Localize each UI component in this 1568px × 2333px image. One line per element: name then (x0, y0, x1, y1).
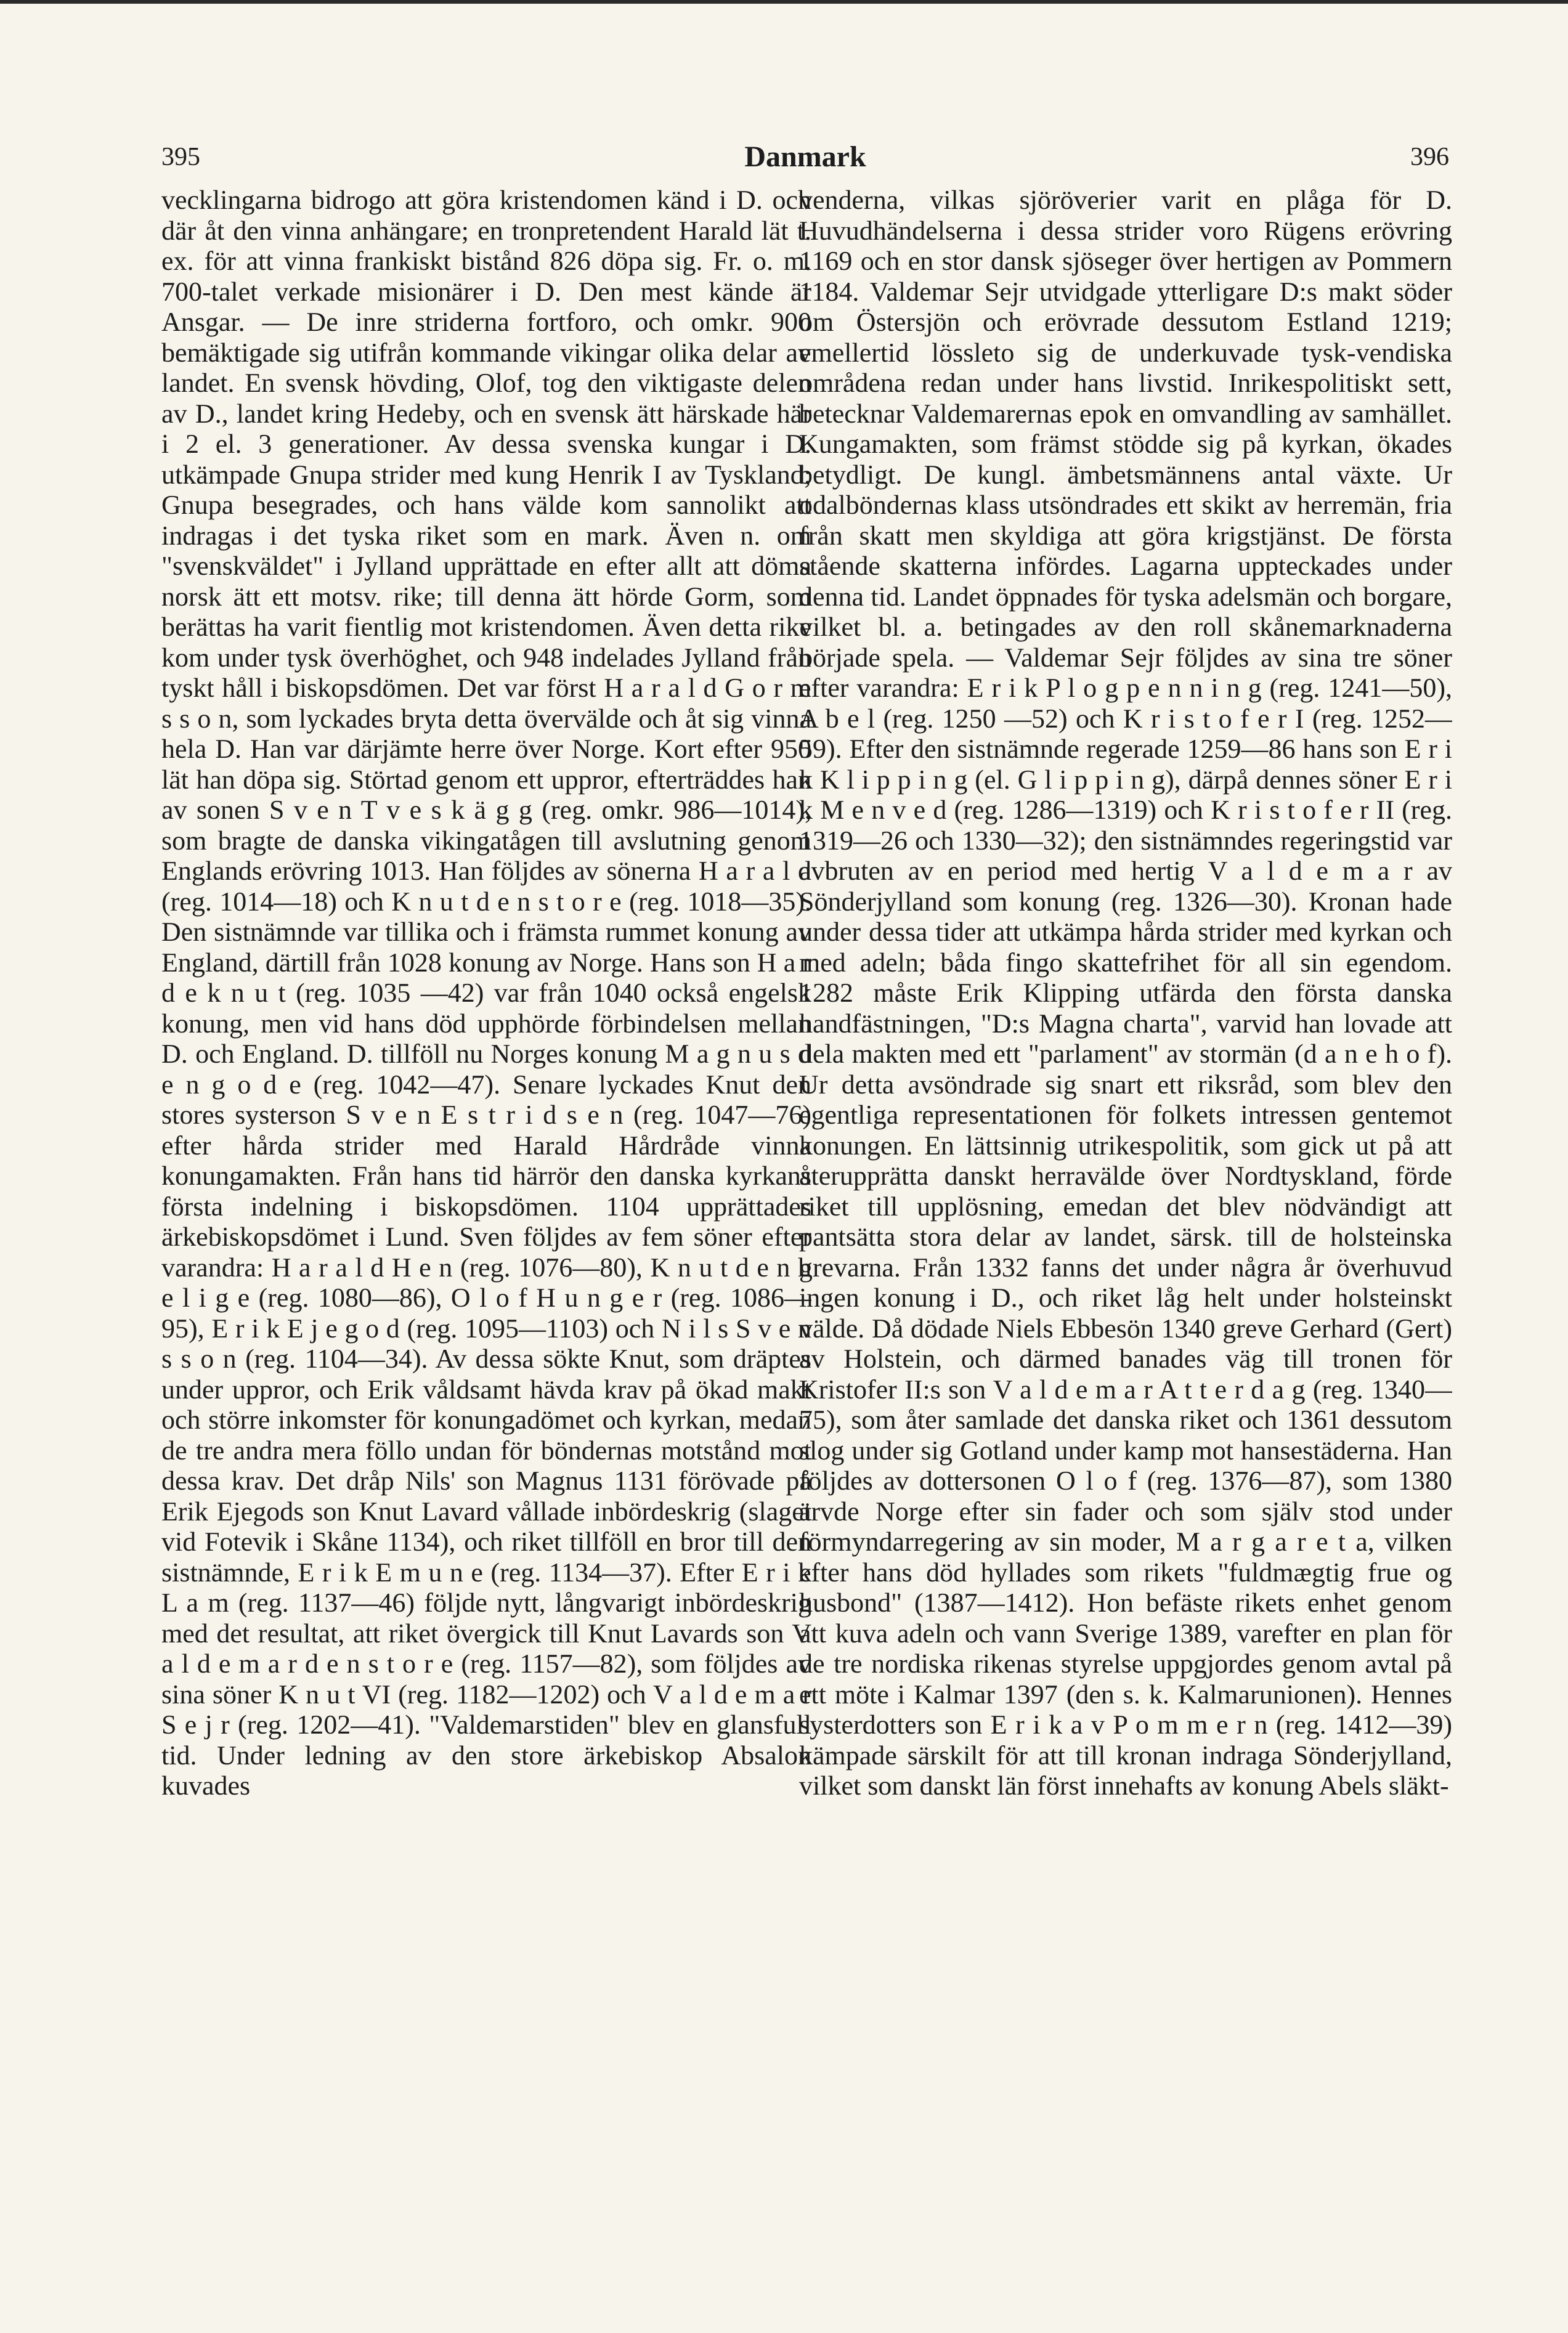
page-top-rule (0, 0, 1568, 4)
page-number-right: 396 (1410, 143, 1449, 171)
text-column-left (161, 185, 811, 2144)
running-title: Danmark (744, 140, 866, 173)
running-header (161, 132, 1449, 182)
text-column-right (799, 185, 1452, 2144)
column-right-text: venderna, vilkas sjöröverier varit en plåga för D. Huvudhändelserna i dessa strider voro Rügens erövring 1169 och en stor dansk sjöseger över hertigen av Pommern 1184. Valdemar Sejr utvidgade ytterligare D:s makt söder om Östersjön och erövrade dessutom Estland 1219; emellertid lössleto sig de underkuvade tysk-vendiska områdena redan under hans livstid. Inrikespolitiskt sett, betecknar Valdemarernas epok en omvandling av samhället. Kungamakten, som främst stödde sig på kyrkan, ökades betydligt. De kungl. ämbetsmännens antal växte. Ur odalböndernas klass utsöndrades ett skikt av herremän, fria från skatt men skyldiga att göra krigstjänst. De första stående skatterna infördes. Lagarna uppteckades under denna tid. Landet öppnades för tyska adelsmän och borgare, vilket bl. a. betingades av den roll skånemarknaderna började spela. — Valdemar Sejr följdes av sina tre söner efter varandra: E r i k P l o g p e n n i n g (reg. 1241—50), A b e l (reg. 1250 —52) och K r i s t o f e r I (reg. 1252—59). Efter den sistnämnde regerade 1259—86 hans son E r i k K l i p p i n g (el. G l i p p i n g), därpå dennes söner E r i k M e n v e d (reg. 1286—1319) och K r i s t o f e r II (reg. 1319—26 och 1330—32); den sistnämndes regeringstid var avbruten av en period med hertig V a l d e m a r av Sönderjylland som konung (reg. 1326—30). Kronan hade under dessa tider att utkämpa hårda strider med kyrkan och med adeln; båda fingo skattefrihet för all sin egendom. 1282 måste Erik Klipping utfärda den första danska handfästningen, "D:s Magna charta", varvid han lovade att dela makten med ett "parlament" av stormän (d a n e h o f). Ur detta avsöndrade sig snart ett riksråd, som blev den egentliga representationen för folkets intressen gentemot konungen. En lättsinnig utrikespolitik, som gick ut på att återupprätta danskt herravälde över Nordtyskland, förde riket till upplösning, emedan det blev nödvändigt att pantsätta stora delar av landet, särsk. till de holsteinska grevarna. Från 1332 fanns det under några år överhuvud ingen konung i D., och riket låg helt under holsteinskt välde. Då dödade Niels Ebbesön 1340 greve Gerhard (Gert) av Holstein, och därmed banades väg till tronen för Kristofer II:s son V a l d e m a r A t t e r d a g (reg. 1340—75), som åter samlade det danska riket och 1361 dessutom slog under sig Gotland under kamp mot hansestäderna. Han följdes av dottersonen O l o f (reg. 1376—87), som 1380 ärvde Norge efter sin fader och som själv stod under förmyndarregering av sin moder, M a r g a r e t a, vilken efter hans död hyllades som rikets "fuldmægtig frue og husbond" (1387—1412). Hon befäste rikets enhet genom att kuva adeln och vann Sverige 1389, varefter en plan för de tre nordiska rikenas styrelse uppgjordes genom avtal på ett möte i Kalmar 1397 (den s. k. Kalmarunionen). Hennes systerdotters son E r i k a v P o m m e r n (reg. 1412—39) kämpade särskilt för att till kronan indraga Sönderjylland, vilket som danskt län först innehafts av konung Abels släkt- (799, 185, 1452, 1801)
column-left-text: vecklingarna bidrogo att göra kristendomen känd i D. och där åt den vinna anhängare; en tronpretendent Harald lät t. ex. för att vinna frankiskt bistånd 826 döpa sig. Fr. o. m. 700-talet verkade misionärer i D. Den mest kände är Ansgar. — De inre striderna fortforo, och omkr. 900 bemäktigade sig utifrån kommande vikingar olika delar av landet. En svensk hövding, Olof, tog den viktigaste delen av D., landet kring Hedeby, och en svensk ätt härskade här i 2 el. 3 generationer. Av dessa svenska kungar i D. utkämpade Gnupa strider med kung Henrik I av Tyskland; Gnupa besegrades, och hans välde kom sannolikt att indragas i det tyska riket som en mark. Även n. om "svenskväldet" i Jylland upprättade en efter allt att döma norsk ätt ett motsv. rike; till denna ätt hörde Gorm, som berättas ha varit fientlig mot kristendomen. Även detta rike kom under tysk överhöghet, och 948 indelades Jylland från tyskt håll i biskopsdömen. Det var först H a r a l d G o r m s s o n, som lyckades bryta detta övervälde och åt sig vinna hela D. Han var därjämte herre över Norge. Kort efter 950 lät han döpa sig. Störtad genom ett uppror, efterträddes han av sonen S v e n T v e s k ä g g (reg. omkr. 986—1014), som bragte de danska vikingatågen till avslutning genom Englands erövring 1013. Han följdes av sönerna H a r a l d (reg. 1014—18) och K n u t d e n s t o r e (reg. 1018—35). Den sistnämnde var tillika och i främsta rummet konung av England, därtill från 1028 konung av Norge. Hans son H a r d e k n u t (reg. 1035 —42) var från 1040 också engelsk konung, men vid hans död upphörde förbindelsen mellan D. och England. D. tillföll nu Norges konung M a g n u s d e n g o d e (reg. 1042—47). Senare lyckades Knut den stores systerson S v e n E s t r i d s e n (reg. 1047—76) efter hårda strider med Harald Hårdråde vinna konungamakten. Från hans tid härrör den danska kyrkans första indelning i biskopsdömen. 1104 upprättades ärkebiskopsdömet i Lund. Sven följdes av fem söner efter varandra: H a r a l d H e n (reg. 1076—80), K n u t d e n h e l i g e (reg. 1080—86), O l o f H u n g e r (reg. 1086—95), E r i k E j e g o d (reg. 1095—1103) och N i l s S v e n s s o n (reg. 1104—34). Av dessa sökte Knut, som dräptes under uppror, och Erik våldsamt hävda krav på ökad makt och större inkomster för konungadömet och kyrkan, medan de tre andra mera föllo undan för böndernas motstånd mot dessa krav. Det dråp Nils' son Magnus 1131 förövade på Erik Ejegods son Knut Lavard vållade inbördeskrig (slaget vid Fotevik i Skåne 1134), och riket tillföll en bror till den sistnämnde, E r i k E m u n e (reg. 1134—37). Efter E r i k L a m (reg. 1137—46) följde nytt, långvarigt inbördeskrig med det resultat, att riket övergick till Knut Lavards son V a l d e m a r d e n s t o r e (reg. 1157—82), som följdes av sina söner K n u t VI (reg. 1182—1202) och V a l d e m a r S e j r (reg. 1202—41). "Valdemarstiden" blev en glansfull tid. Under ledning av den store ärkebiskop Absalon kuvades (161, 185, 811, 1801)
page-number-left: 395 (161, 143, 200, 171)
